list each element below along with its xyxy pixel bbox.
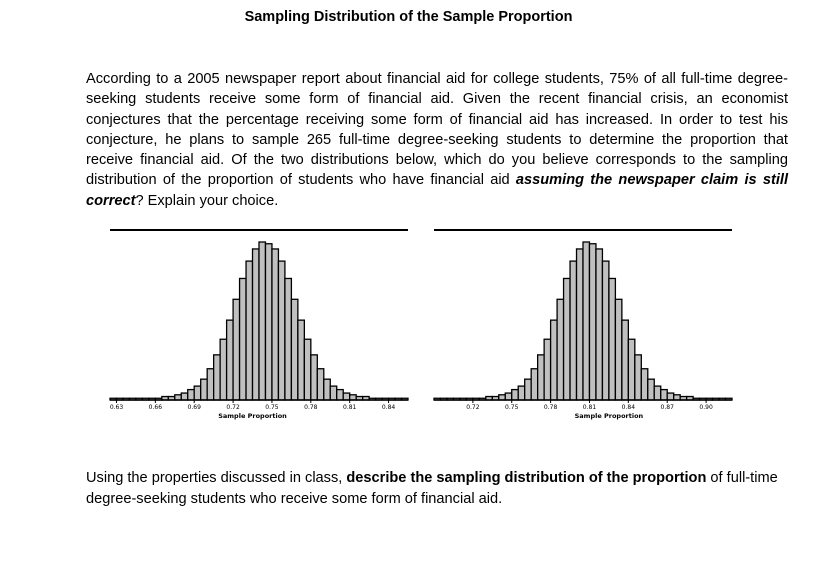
histogram-bar [175,395,181,400]
histogram-bar [253,249,259,400]
x-tick-label: 0.78 [543,404,558,411]
histogram-bar [641,369,647,400]
histogram-bar [518,386,524,400]
histogram-bar [181,393,187,400]
histogram-bar [505,393,511,400]
x-axis-label: Sample Proportion [218,412,287,420]
question-2-bold: describe the sampling distribution of the proportion [346,470,707,486]
x-tick-label: 0.72 [466,404,480,411]
histogram-bar [551,320,557,400]
histogram-bar [525,379,531,400]
histogram-bar [589,244,595,400]
histogram-bar [188,390,194,400]
histogram-bar [570,261,576,400]
histogram-bar [557,299,563,400]
histogram-bar [648,379,654,400]
histogram-bar [291,299,297,400]
x-tick-label: 0.69 [187,404,201,411]
right-histogram-svg [434,226,732,426]
x-tick-label: 0.78 [304,404,318,411]
histogram-bar [538,355,544,400]
histogram-bar [596,249,602,400]
x-tick-label: 0.81 [582,404,597,411]
histogram-bar [602,261,608,400]
histogram-bar [544,339,550,400]
histogram-bar [246,261,252,400]
x-tick-label: 0.84 [381,404,396,411]
histogram-bar [285,278,291,400]
x-axis-label: Sample Proportion [574,412,644,420]
histogram-bar [615,299,621,400]
histogram-bar [564,278,570,400]
histogram-bar [622,320,628,400]
histogram-bar [512,390,518,400]
histogram-bar [278,261,284,400]
histogram-bar [499,395,505,400]
histogram-bar [265,244,271,400]
histogram-bar [207,369,213,400]
histogram-bar [343,393,349,400]
x-tick-label: 0.66 [148,404,163,411]
histogram-bar [531,369,537,400]
histogram-bar [227,320,233,400]
histogram-bar [330,386,336,400]
question-2-text: Using the properties discussed in class, [86,470,347,486]
x-tick-label: 0.63 [109,404,124,411]
x-tick-label: 0.72 [226,404,240,411]
histogram-bar [298,320,304,400]
x-tick-label: 0.75 [505,404,519,411]
page-title: Sampling Distribution of the Sample Proportion [244,9,573,25]
histogram-bar [311,355,317,400]
histogram-bar [609,278,615,400]
histogram-bar [628,339,634,400]
question-1-text-end: ? Explain your choice. [135,192,279,209]
x-tick-label: 0.87 [660,404,674,411]
question-2-paragraph [86,468,796,509]
question-2-text-end: of full-time degree-seeking students who receive some form of financial aid. [86,470,778,507]
histogram-bar [317,369,323,400]
histogram-bar [304,339,310,400]
histogram-bar [240,278,246,400]
histogram-bar [259,242,265,400]
right-histogram [434,226,732,426]
histogram-bar [661,390,667,400]
histogram-bar [201,379,207,400]
histogram-bar [272,249,278,400]
histogram-bar [220,339,226,400]
histogram-bar [350,395,356,400]
histogram-bar [194,386,200,400]
x-tick-label: 0.81 [343,404,357,411]
histogram-bar [214,355,220,400]
left-histogram [110,226,408,426]
left-histogram-svg [110,226,408,426]
histogram-bar [654,386,660,400]
histogram-bar [337,390,343,400]
histogram-bar [667,393,673,400]
question-1-paragraph [86,69,788,211]
histogram-bar [635,355,641,400]
question-1-emphasis: assuming the newspaper claim is still correct [86,172,788,209]
question-1-text: According to a 2005 newspaper report about financial aid for college students, 75% of all full-time degree-seeking students receive some form of financial aid. Given the recent financial crisis, an economist conjectures that the percentage receiving some form of financial aid has increased. In order to test his conjecture, he plans to sample 265 full-time degree-seeking students to determine the proportion that receive financial aid. Of the two distributions below, which do you believe corresponds to the sampling distribution of the proportion of students who have financial aid [86,71,788,189]
histogram-bar [674,395,680,400]
histogram-bar [577,249,583,400]
histogram-bar [583,242,589,400]
x-tick-label: 0.75 [265,404,279,411]
histogram-bar [324,379,330,400]
x-tick-label: 0.84 [621,404,636,411]
x-tick-label: 0.90 [699,404,713,411]
histogram-bar [233,299,239,400]
